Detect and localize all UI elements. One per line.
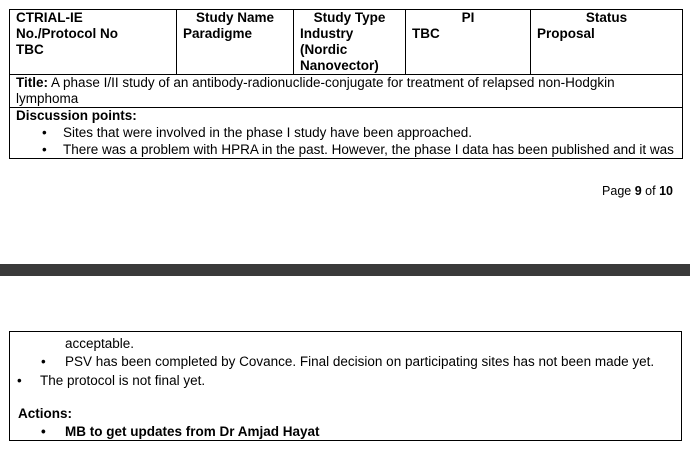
list-item — [16, 141, 676, 158]
protocol-label: No./Protocol No — [16, 26, 118, 41]
header-study-name: Study Name — [195, 10, 275, 25]
header-pi-cell — [406, 10, 531, 75]
protocol-value: TBC — [16, 42, 44, 57]
continued-text: acceptable. — [65, 336, 135, 351]
bullet-icon: • — [42, 142, 47, 157]
pi-value: TBC — [412, 26, 440, 41]
bullet-icon: • — [41, 354, 46, 369]
title-label: Title: — [16, 75, 49, 90]
page-label: Page — [602, 184, 632, 198]
header-study-name-cell — [177, 10, 294, 75]
bullet-icon: • — [41, 424, 46, 439]
header-pi: PI — [461, 10, 475, 25]
study-name-value: Paradigme — [183, 26, 253, 41]
study-table — [9, 9, 683, 159]
bullet-icon: • — [42, 125, 47, 140]
point-text: Sites that were involved in the phase I study have been approached. — [63, 125, 473, 140]
page-number — [602, 184, 673, 198]
title-row — [10, 75, 683, 108]
header-ctrial — [10, 10, 177, 75]
point-text: There was a problem with HPRA in the past. However, the phase I data has been published and it was — [63, 142, 674, 157]
page-current: 9 — [634, 184, 642, 198]
header-ctrial-label: CTRIAL-IE — [16, 10, 83, 25]
discussion-row — [10, 108, 683, 159]
discussion-label: Discussion points: — [16, 108, 137, 123]
header-status-cell — [531, 10, 683, 75]
discussion-cell — [10, 108, 683, 159]
list-item — [16, 124, 676, 141]
title-cell — [10, 75, 683, 108]
study-type-value: Industry (Nordic Nanovector) — [300, 26, 379, 73]
title-text: A phase I/II study of an antibody-radionuclide-conjugate for treatment of relapsed non-Hodgkin lymphoma — [16, 75, 615, 106]
header-study-type: Study Type — [313, 10, 386, 25]
continuation-cell — [9, 331, 682, 441]
status-value: Proposal — [537, 26, 595, 41]
page-total: 10 — [659, 184, 673, 198]
bullet-icon: • — [17, 373, 22, 388]
page-of: of — [645, 184, 656, 198]
header-status: Status — [585, 10, 628, 25]
header-study-type-cell — [294, 10, 406, 75]
point-psv: PSV has been completed by Covance. Final decision on participating sites has not been made yet. — [65, 354, 655, 369]
actions-label: Actions: — [18, 406, 72, 421]
discussion-list — [16, 124, 676, 158]
page-break-divider — [0, 264, 690, 276]
action-item: MB to get updates from Dr Amjad Hayat — [65, 424, 320, 439]
table-header-row — [10, 10, 683, 75]
point-protocol: The protocol is not final yet. — [40, 373, 206, 388]
